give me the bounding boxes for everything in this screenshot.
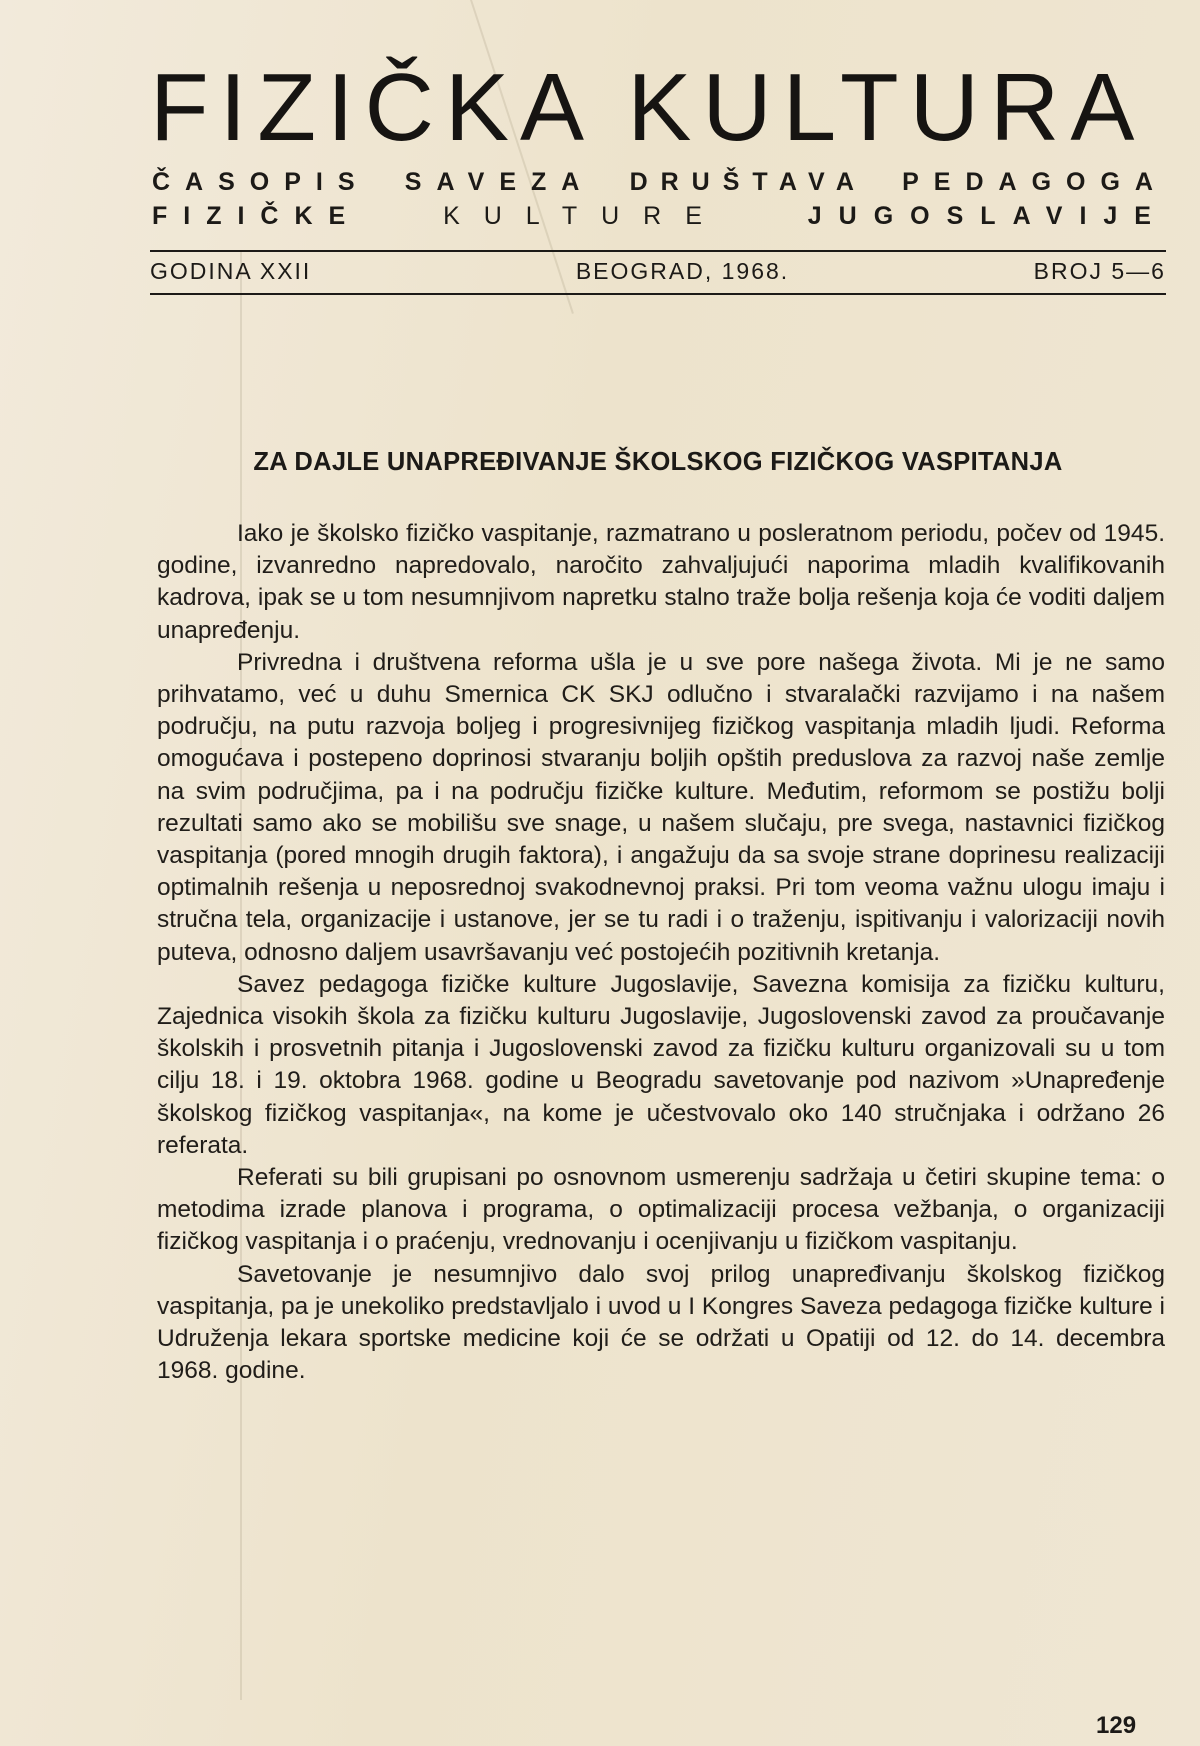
subtitle-word: FIZIČKE (152, 202, 362, 230)
issue-place-date: BEOGRAD, 1968. (575, 258, 790, 284)
issue-number: BROJ 5—6 (1033, 258, 1166, 284)
paragraph: Referati su bili grupisani po osnovnom usmerenju sadržaja u četiri skupine tema: o metodima izrade planova i programa, o optimalizaciji procesa vežbanja, o organizaciji fizičkog vaspitanja i o praćenju, vrednovanju i ocenjivanju u fizičkom vaspitanju. (157, 1164, 1165, 1256)
journal-subtitle-line-1 (152, 170, 1168, 195)
header-rule-top (150, 250, 1166, 252)
journal-title: FIZIČKA KULTURA (150, 54, 1146, 161)
page-number: 129 (1096, 1712, 1137, 1739)
subtitle-word: KULTURE (443, 202, 726, 230)
paragraph: Privredna i društvena reforma ušla je u sve pore našega života. Mi je ne samo prihvatamo, već u duhu Smernica CK SKJ odlučno i stvaralački razvijamo i na našem području, na putu razvoja boljeg i progresivnijeg fizičkog vaspitanja mladih ljudi. Reforma omogućava i postepeno doprinosi stvaranju boljih opštih preduslova za razvoj naše zemlje na svim područjima, pa i na području fizičke kulture. Međutim, reformom se postižu bolji rezultati samo ako se mobilišu sve snage, u našem slučaju, pre svega, nastavnici fizičkog vaspitanja (pored mnogih drugih faktora), i angažuju da sa svoje strane doprinesu realizaciji optimalnih rešenja u neposrednoj svakodnevnoj praksi. Pri tom veoma važnu ulogu imaju i stručna tela, organizacije i ustanove, jer se tu radi i o traženju, ispitivanju i valorizaciji novih puteva, odnosno daljem usavršavanju već postojećih pozitivnih kretanja. (157, 648, 1165, 966)
subtitle-word: JUGOSLAVIJE (807, 202, 1168, 230)
paragraph: Iako je školsko fizičko vaspitanje, razmatrano u posleratnom periodu, počev od 1945. godine, izvanredno napredovalo, naročito zahvaljujući naporima mladih kvalifikovanih kadrova, ipak se u tom nesumnjivom napretku stalno traže bolja rešenja koja će voditi daljem unapređenju. (157, 520, 1165, 644)
issue-year: GODINA XXII (150, 258, 312, 284)
subtitle-word: ČASOPIS (152, 168, 370, 196)
paragraph: Savetovanje je nesumnjivo dalo svoj prilog unapređivanju školskog fizičkog vaspitanja, pa je unekoliko predstavljalo i uvod u I Kongres Saveza pedagoga fizičke kulture i Udruženja lekara sportske medicine koji će se održati u Opatiji od 12. do 14. decembra 1968. godine. (157, 1260, 1165, 1385)
header-rule-bottom (150, 293, 1166, 295)
issue-line (150, 260, 1166, 283)
paragraph: Savez pedagoga fizičke kulture Jugoslavije, Savezna komisija za fizičku kulturu, Zajednica visokih škola za fizičku kulturu Jugoslavije, Jugoslovenski zavod za proučavanje školskih i prosvetnih pitanja i Jugoslovenski zavod za fizičku kulturu organizovali su u tom cilju 18. i 19. oktobra 1968. godine u Beogradu savetovanje pod nazivom »Unapređenje školskog fizičkog vaspitanja«, na kome je učestvovalo oko 140 stručnjaka i održano 26 referata. (157, 970, 1165, 1159)
subtitle-word: DRUŠTAVA (629, 168, 867, 196)
article-title: ZA DAJLE UNAPREĐIVANJE ŠKOLSKOG FIZIČKOG VASPITANJA (253, 448, 1063, 476)
journal-subtitle-line-2 (152, 204, 1168, 229)
subtitle-word: SAVEZA (404, 168, 595, 196)
article-body (157, 518, 1165, 1387)
subtitle-word: PEDAGOGA (902, 168, 1168, 196)
